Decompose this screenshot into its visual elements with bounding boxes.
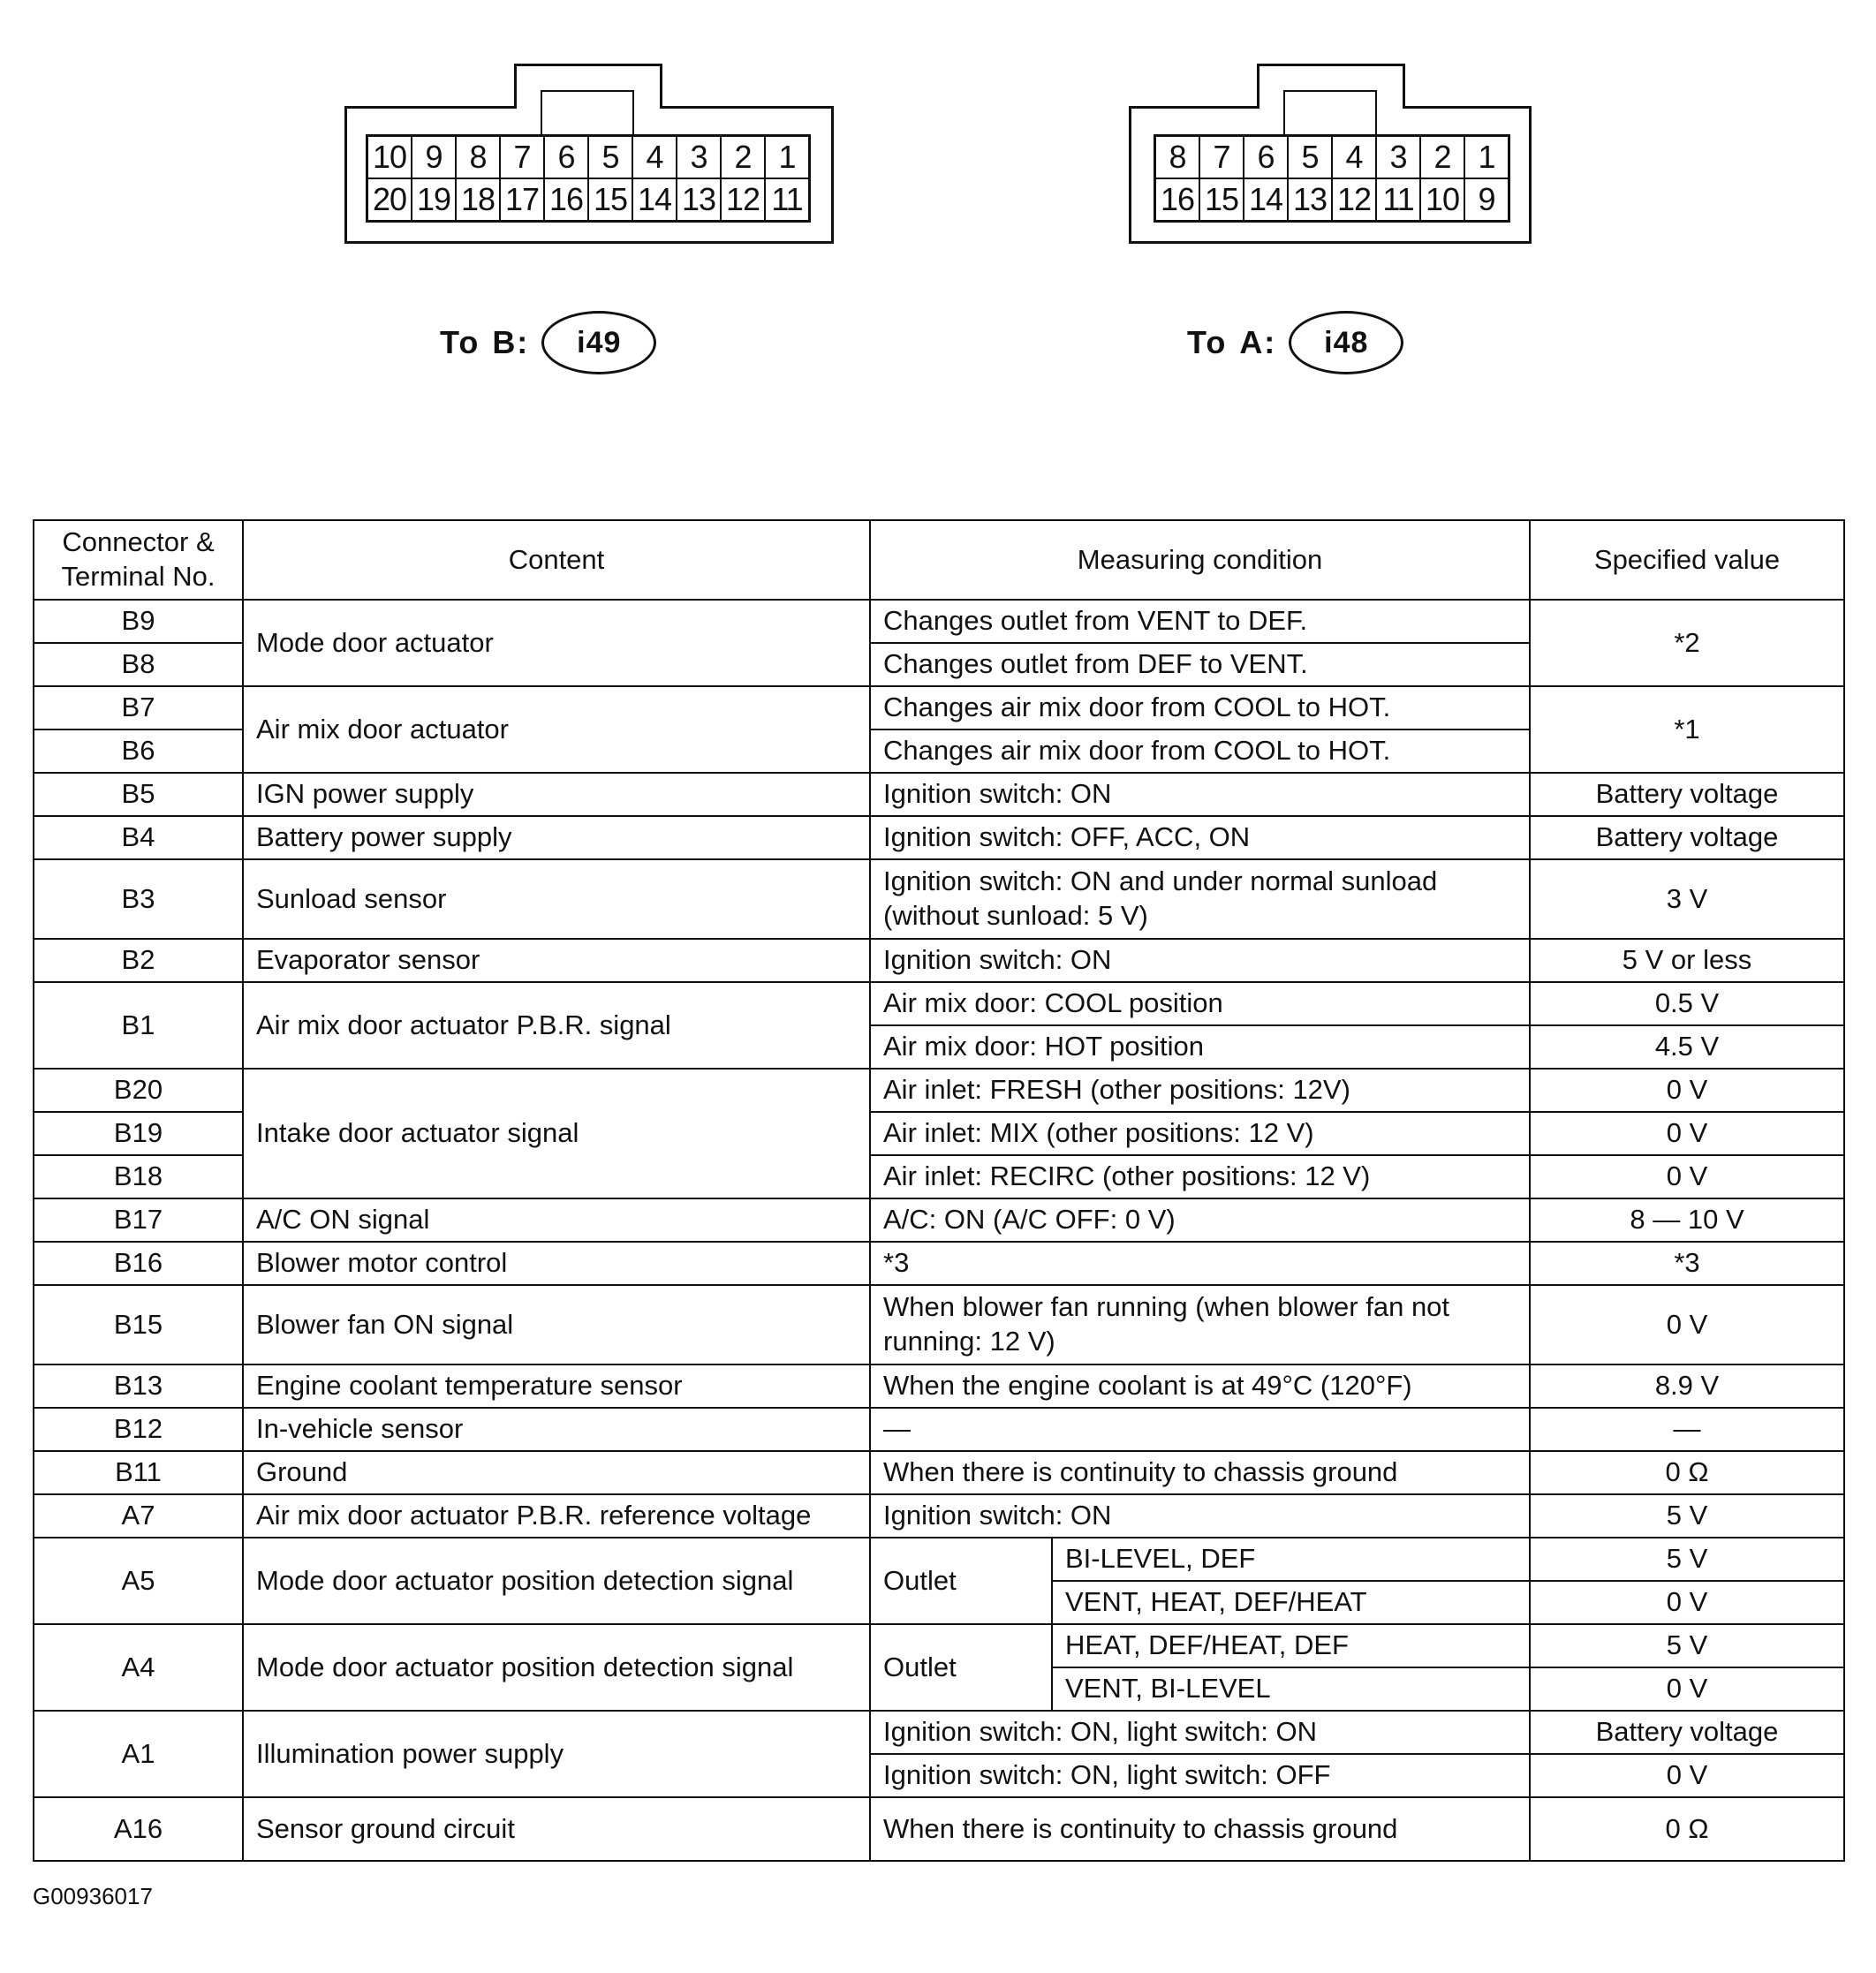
terminal-cell: A1 [34,1711,243,1797]
value-cell: *3 [1530,1242,1844,1285]
sub-condition-cell: BI-LEVEL, DEF [1052,1538,1530,1581]
connector-pin: 4 [632,136,677,178]
condition-cell: Air mix door: HOT position [870,1025,1530,1069]
terminal-cell: B2 [34,939,243,982]
connector-b-code-oval: i49 [541,311,656,374]
connector-pin: 2 [721,136,765,178]
table-row [34,1242,1844,1285]
connector-b-pin-grid [366,134,811,223]
condition-cell: Air inlet: MIX (other positions: 12 V) [870,1112,1530,1155]
connector-a-key-slot [1283,90,1377,136]
connector-pin: 7 [500,136,544,178]
connector-pin: 13 [1288,178,1332,221]
terminal-cell: B3 [34,859,243,939]
connector-pin: 16 [1155,178,1199,221]
terminal-cell: B7 [34,686,243,729]
value-cell: 0 V [1530,1754,1844,1797]
condition-cell: Outlet [870,1624,1052,1711]
value-cell: — [1530,1408,1844,1451]
content-cell: IGN power supply [243,773,870,816]
content-cell: Evaporator sensor [243,939,870,982]
value-cell: 0 V [1530,1285,1844,1364]
terminal-cell: B16 [34,1242,243,1285]
condition-cell: When blower fan running (when blower fan not running: 12 V) [870,1285,1530,1364]
connector-pin: 1 [1464,136,1509,178]
condition-cell: Ignition switch: ON [870,1494,1530,1538]
connector-b-label [440,311,656,374]
condition-cell: Changes air mix door from COOL to HOT. [870,729,1530,773]
connector-pin: 8 [1155,136,1199,178]
terminal-cell: B18 [34,1155,243,1198]
value-cell: 0 V [1530,1667,1844,1711]
value-cell: Battery voltage [1530,773,1844,816]
value-cell: 3 V [1530,859,1844,939]
terminal-cell: A16 [34,1797,243,1861]
condition-cell: When there is continuity to chassis ground [870,1797,1530,1861]
connector-pin: 18 [456,178,500,221]
terminal-cell: B17 [34,1198,243,1242]
connector-pin: 20 [367,178,412,221]
table-row [34,982,1844,1025]
condition-cell: Changes air mix door from COOL to HOT. [870,686,1530,729]
value-cell: 0 Ω [1530,1451,1844,1494]
condition-cell: Changes outlet from VENT to DEF. [870,600,1530,643]
connector-pin: 5 [1288,136,1332,178]
content-cell: Blower fan ON signal [243,1285,870,1364]
terminal-cell: B6 [34,729,243,773]
condition-cell: When the engine coolant is at 49°C (120°F) [870,1364,1530,1408]
content-cell: A/C ON signal [243,1198,870,1242]
connector-pin: 7 [1199,136,1244,178]
table-row [34,1624,1844,1667]
header-condition: Measuring condition [870,520,1530,600]
connector-pin: 4 [1332,136,1376,178]
terminal-cell: B4 [34,816,243,859]
connector-pin: 11 [1376,178,1420,221]
connector-pin: 3 [1376,136,1420,178]
condition-cell: A/C: ON (A/C OFF: 0 V) [870,1198,1530,1242]
condition-cell: Ignition switch: ON, light switch: ON [870,1711,1530,1754]
content-cell: Mode door actuator [243,600,870,686]
header-content: Content [243,520,870,600]
condition-cell: When there is continuity to chassis ground [870,1451,1530,1494]
connector-pin: 13 [677,178,721,221]
terminal-cell: B13 [34,1364,243,1408]
value-cell: 5 V [1530,1538,1844,1581]
terminal-cell: B11 [34,1451,243,1494]
terminal-cell: B15 [34,1285,243,1364]
condition-cell: Air inlet: FRESH (other positions: 12V) [870,1069,1530,1112]
content-cell: Air mix door actuator P.B.R. reference voltage [243,1494,870,1538]
content-cell: Sensor ground circuit [243,1797,870,1861]
value-cell: 0 Ω [1530,1797,1844,1861]
value-cell: 0 V [1530,1069,1844,1112]
value-cell: 5 V or less [1530,939,1844,982]
value-cell: 8.9 V [1530,1364,1844,1408]
condition-cell: Changes outlet from DEF to VENT. [870,643,1530,686]
terminal-cell: B5 [34,773,243,816]
sub-condition-cell: VENT, BI-LEVEL [1052,1667,1530,1711]
connector-b-letter: B: [492,324,530,360]
value-cell: 0 V [1530,1112,1844,1155]
terminal-cell: B8 [34,643,243,686]
table-row [34,816,1844,859]
header-value: Specified value [1530,520,1844,600]
content-cell: In-vehicle sensor [243,1408,870,1451]
connector-pin: 9 [1464,178,1509,221]
content-cell: Air mix door actuator [243,686,870,773]
value-cell: Battery voltage [1530,816,1844,859]
content-cell: Mode door actuator position detection signal [243,1624,870,1711]
terminal-cell: B12 [34,1408,243,1451]
content-cell: Ground [243,1451,870,1494]
value-cell: 0 V [1530,1581,1844,1624]
condition-cell: Ignition switch: ON and under normal sunload (without sunload: 5 V) [870,859,1530,939]
table-row [34,686,1844,729]
value-cell: 5 V [1530,1494,1844,1538]
connector-pin: 6 [544,136,588,178]
terminal-cell: A4 [34,1624,243,1711]
content-cell: Sunload sensor [243,859,870,939]
connector-pin: 15 [1199,178,1244,221]
table-row [34,1797,1844,1861]
value-cell: 0 V [1530,1155,1844,1198]
condition-cell: Ignition switch: OFF, ACC, ON [870,816,1530,859]
value-cell: *1 [1530,686,1844,773]
content-cell: Blower motor control [243,1242,870,1285]
condition-cell: Ignition switch: ON [870,939,1530,982]
connector-pin: 17 [500,178,544,221]
connector-pin: 14 [632,178,677,221]
connector-pin: 3 [677,136,721,178]
terminal-cell: A7 [34,1494,243,1538]
connector-pin: 10 [1420,178,1464,221]
table-row [34,1538,1844,1581]
connector-a-code-oval: i48 [1289,311,1403,374]
sub-condition-cell: VENT, HEAT, DEF/HEAT [1052,1581,1530,1624]
condition-cell: Air mix door: COOL position [870,982,1530,1025]
table-row [34,1711,1844,1754]
connector-a-label [1187,311,1403,374]
table-row [34,773,1844,816]
terminal-cell: A5 [34,1538,243,1624]
condition-cell: Ignition switch: ON, light switch: OFF [870,1754,1530,1797]
table-row [34,1069,1844,1112]
content-cell: Mode door actuator position detection signal [243,1538,870,1624]
connector-pin: 14 [1244,178,1288,221]
connector-pin: 2 [1420,136,1464,178]
content-cell: Engine coolant temperature sensor [243,1364,870,1408]
sub-condition-cell: HEAT, DEF/HEAT, DEF [1052,1624,1530,1667]
terminal-spec-table [33,519,1845,1862]
header-terminal: Connector & Terminal No. [34,520,243,600]
connector-pin: 6 [1244,136,1288,178]
condition-cell: Ignition switch: ON [870,773,1530,816]
connector-pin: 5 [588,136,632,178]
content-cell: Illumination power supply [243,1711,870,1797]
condition-cell: — [870,1408,1530,1451]
terminal-cell: B9 [34,600,243,643]
value-cell: Battery voltage [1530,1711,1844,1754]
value-cell: 4.5 V [1530,1025,1844,1069]
table-row [34,600,1844,643]
value-cell: 8 — 10 V [1530,1198,1844,1242]
table-row [34,1364,1844,1408]
table-row [34,1494,1844,1538]
connector-pin: 16 [544,178,588,221]
terminal-cell: B1 [34,982,243,1069]
connector-pin: 15 [588,178,632,221]
condition-cell: Outlet [870,1538,1052,1624]
connector-pin: 1 [765,136,809,178]
connector-pin: 9 [412,136,456,178]
condition-cell: *3 [870,1242,1530,1285]
connector-b-to: To [440,324,480,360]
connector-pin: 12 [721,178,765,221]
connector-b-key-slot [541,90,634,136]
table-row [34,1451,1844,1494]
value-cell: 5 V [1530,1624,1844,1667]
figure-id: G00936017 [33,1883,153,1909]
content-cell: Intake door actuator signal [243,1069,870,1198]
connector-a-to: To [1187,324,1228,360]
table-row [34,859,1844,939]
value-cell: *2 [1530,600,1844,686]
terminal-cell: B20 [34,1069,243,1112]
connector-pin: 19 [412,178,456,221]
content-cell: Air mix door actuator P.B.R. signal [243,982,870,1069]
table-row [34,1285,1844,1364]
connector-a-pin-grid [1154,134,1510,223]
condition-cell: Air inlet: RECIRC (other positions: 12 V) [870,1155,1530,1198]
connector-pin: 10 [367,136,412,178]
value-cell: 0.5 V [1530,982,1844,1025]
connector-pin: 11 [765,178,809,221]
connector-pin: 12 [1332,178,1376,221]
connector-pin: 8 [456,136,500,178]
table-row [34,1198,1844,1242]
content-cell: Battery power supply [243,816,870,859]
terminal-cell: B19 [34,1112,243,1155]
table-row [34,939,1844,982]
connector-a-letter: A: [1239,324,1277,360]
table-header-row [34,520,1844,600]
table-row [34,1408,1844,1451]
